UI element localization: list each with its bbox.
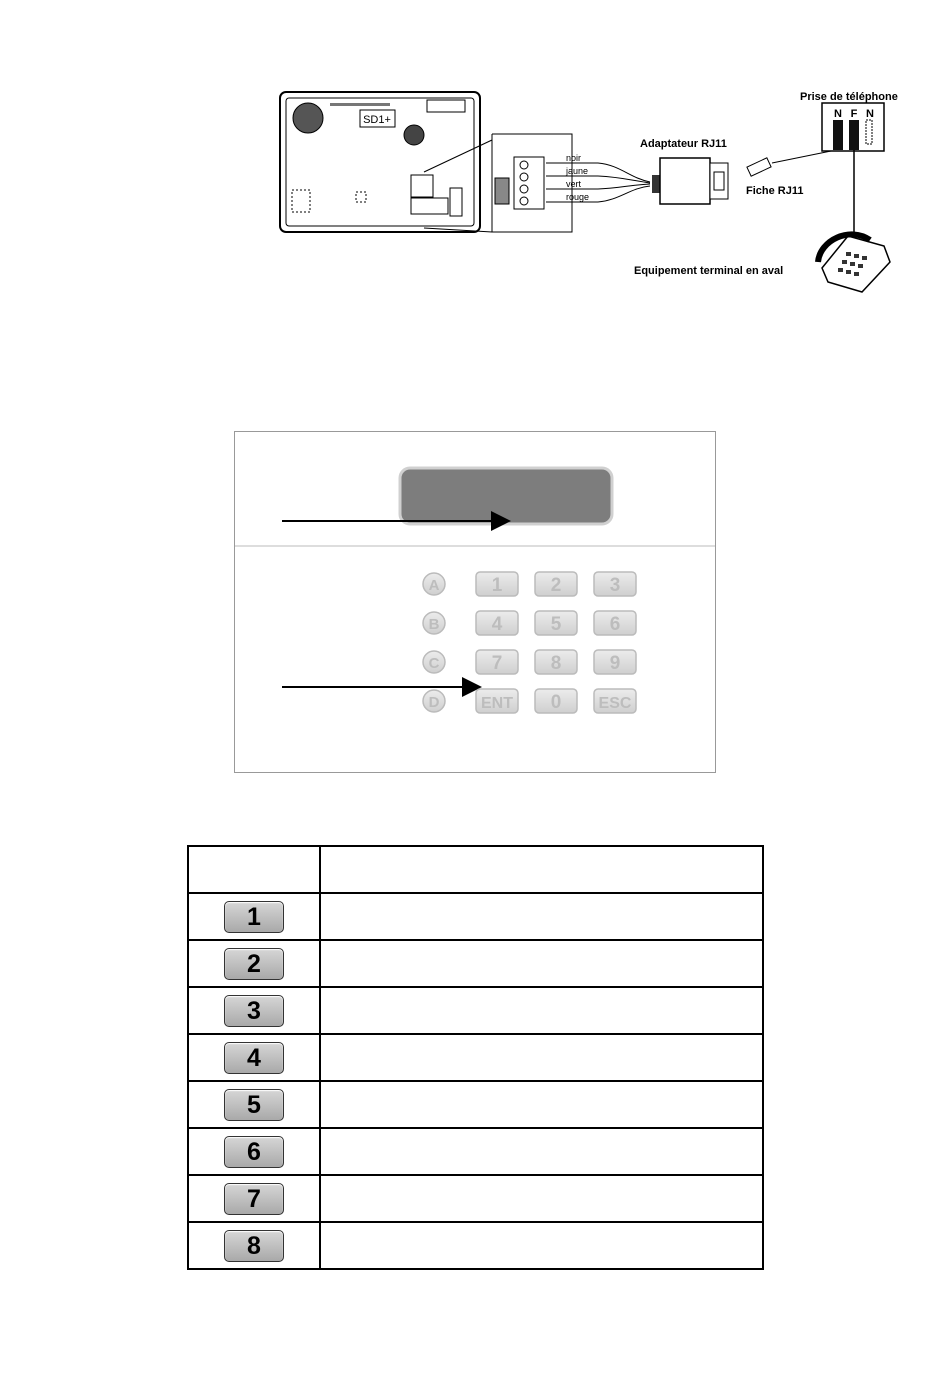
keypad-key-label: ESC	[598, 695, 632, 712]
table-key-cell	[188, 987, 320, 1034]
table-key-cell	[188, 1222, 320, 1269]
key-button-icon: 2	[224, 948, 284, 980]
keypad-key-label: 5	[550, 614, 562, 635]
table-row	[188, 1128, 763, 1175]
table-function-cell	[320, 1222, 763, 1269]
table-key-cell	[188, 1175, 320, 1222]
rj11-adapter	[652, 158, 728, 204]
table-row	[188, 940, 763, 987]
keypad-key-label: 4	[491, 614, 503, 635]
table-row	[188, 1034, 763, 1081]
keypad-drawing	[235, 432, 715, 772]
wiring-diagram	[0, 0, 950, 300]
keypad-key-label: C	[428, 655, 440, 672]
key-button-icon: 1	[224, 901, 284, 933]
keypad-key-label: D	[428, 694, 440, 711]
terminal-label: Equipement terminal en aval	[634, 265, 784, 277]
socket-label: Prise de téléphone	[800, 91, 898, 103]
table-row	[188, 1222, 763, 1269]
table-row	[188, 987, 763, 1034]
keypad-key-label: 9	[609, 653, 621, 674]
socket-pin-1: N	[834, 108, 842, 120]
wire-label-2: jaune	[566, 166, 589, 176]
socket-pin-2: F	[850, 108, 858, 120]
socket-pin-3: N	[866, 108, 874, 120]
wire-label-1: noir	[566, 153, 582, 163]
key-button-icon: 6	[224, 1136, 284, 1168]
keypad-key-label: 7	[491, 653, 503, 674]
keypad-key-label: 2	[550, 575, 562, 596]
table-row	[188, 1175, 763, 1222]
table-header-function	[320, 846, 763, 893]
key-table	[187, 845, 764, 1270]
keypad-key-label: B	[428, 616, 440, 633]
keypad-key-label: 3	[609, 575, 621, 596]
key-button-icon: 8	[224, 1230, 284, 1262]
table-key-cell	[188, 1128, 320, 1175]
table-key-cell	[188, 1034, 320, 1081]
table-function-cell	[320, 987, 763, 1034]
table-header-key	[188, 846, 320, 893]
telephone-icon	[818, 234, 890, 292]
key-button-icon: 3	[224, 995, 284, 1027]
alarm-board	[280, 92, 480, 232]
keypad-panel	[234, 431, 716, 773]
table-function-cell	[320, 1034, 763, 1081]
key-button-icon: 5	[224, 1089, 284, 1121]
table-function-cell	[320, 1175, 763, 1222]
keypad-key-label: 0	[550, 692, 562, 713]
table-key-cell	[188, 1081, 320, 1128]
table-key-cell	[188, 893, 320, 940]
keypad-key-label: 8	[550, 653, 562, 674]
rj11-plug	[747, 150, 836, 176]
key-button-icon: 4	[224, 1042, 284, 1074]
adapter-label: Adaptateur RJ11	[640, 138, 727, 150]
table-function-cell	[320, 1128, 763, 1175]
table-row	[188, 893, 763, 940]
table-row	[188, 1081, 763, 1128]
keypad-key-label: 6	[609, 614, 621, 635]
telephone-socket	[822, 103, 884, 238]
keypad-key-label: ENT	[481, 695, 513, 712]
wires	[546, 163, 650, 202]
table-key-cell	[188, 940, 320, 987]
plug-label: Fiche RJ11	[746, 185, 804, 197]
table-function-cell	[320, 940, 763, 987]
lcd-display	[400, 468, 612, 524]
table-function-cell	[320, 1081, 763, 1128]
board-label: SD1+	[363, 114, 391, 126]
wire-label-3: vert	[566, 179, 582, 189]
key-button-icon: 7	[224, 1183, 284, 1215]
keypad-key-label: A	[428, 577, 440, 594]
table-header-row	[188, 846, 763, 893]
keypad-key-label: 1	[491, 575, 503, 596]
wire-label-4: rouge	[566, 192, 590, 202]
table-function-cell	[320, 893, 763, 940]
